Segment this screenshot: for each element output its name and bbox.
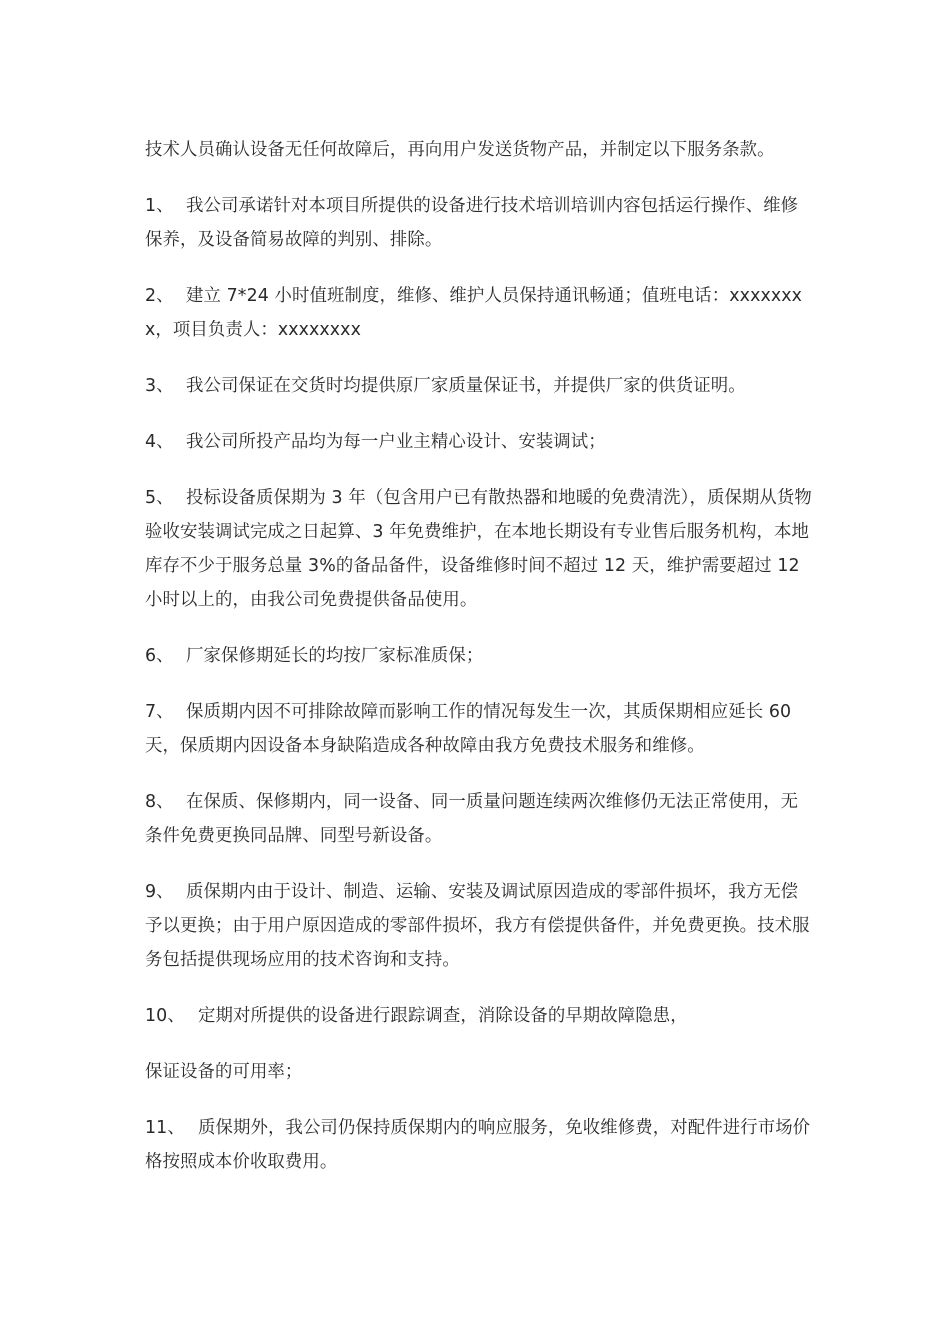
list-item [145, 639, 815, 673]
item-number: 4、 [145, 432, 174, 452]
list-item [145, 999, 815, 1033]
list-item [145, 875, 815, 977]
list-item [145, 425, 815, 459]
item-number: 6、 [145, 646, 174, 666]
item-number: 10、 [145, 1006, 185, 1026]
item-number: 5、 [145, 488, 174, 508]
item-text: 投标设备质保期为 3 年（包含用户已有散热器和地暖的免费清洗），质保期从货物验收安装调试完成之日起算、3 年免费维护，在本地长期设有专业售后服务机构，本地库存不少于服务总量 3%的备品备件，设备维修时间不超过 12 天，维护需要超过 12 小时以上的，由我公司免费提供备品使用。 [145, 488, 812, 610]
list-item [145, 279, 815, 347]
item-text: 我公司所投产品均为每一户业主精心设计、安装调试； [186, 432, 606, 452]
item-number: 2、 [145, 286, 174, 306]
intro-paragraph: 技术人员确认设备无任何故障后，再向用户发送货物产品，并制定以下服务条款。 [145, 140, 775, 160]
item-number: 1、 [145, 196, 174, 216]
item-text: 质保期内由于设计、制造、运输、安装及调试原因造成的零部件损坏，我方无偿予以更换；由于用户原因造成的零部件损坏，我方有偿提供备件，并免费更换。技术服务包括提供现场应用的技术咨询和支持。 [145, 882, 810, 970]
item-number: 3、 [145, 376, 174, 396]
item-text: 厂家保修期延长的均按厂家标准质保； [186, 646, 484, 666]
item-text: 我公司承诺针对本项目所提供的设备进行技术培训培训内容包括运行操作、维修保养，及设备简易故障的判别、排除。 [145, 196, 799, 250]
item-number: 11、 [145, 1118, 185, 1138]
item-text: 定期对所提供的设备进行跟踪调查，消除设备的早期故障隐患， [198, 1006, 688, 1026]
item-number: 8、 [145, 792, 174, 812]
item-number: 9、 [145, 882, 174, 902]
item-text: 建立 7*24 小时值班制度，维修、维护人员保持通讯畅通；值班电话：xxxxxxxx，项目负责人：xxxxxxxx [145, 286, 803, 340]
item-text: 保质期内因不可排除故障而影响工作的情况每发生一次，其质保期相应延长 60 天，保质期内因设备本身缺陷造成各种故障由我方免费技术服务和维修。 [145, 702, 792, 756]
item-text: 质保期外，我公司仍保持质保期内的响应服务，免收维修费，对配件进行市场价格按照成本价收取费用。 [145, 1118, 811, 1172]
list-item [145, 189, 815, 257]
item-text: 我公司保证在交货时均提供原厂家质量保证书，并提供厂家的供货证明。 [186, 376, 746, 396]
list-item [145, 369, 815, 403]
list-item [145, 785, 815, 853]
item-text: 在保质、保修期内，同一设备、同一质量问题连续两次维修仍无法正常使用，无条件免费更换同品牌、同型号新设备。 [145, 792, 799, 846]
document-body [145, 133, 815, 1201]
list-item [145, 695, 815, 763]
continuation-paragraph: 保证设备的可用率； [145, 1062, 303, 1082]
item-number: 7、 [145, 702, 174, 722]
list-item [145, 1111, 815, 1179]
list-item [145, 481, 815, 617]
